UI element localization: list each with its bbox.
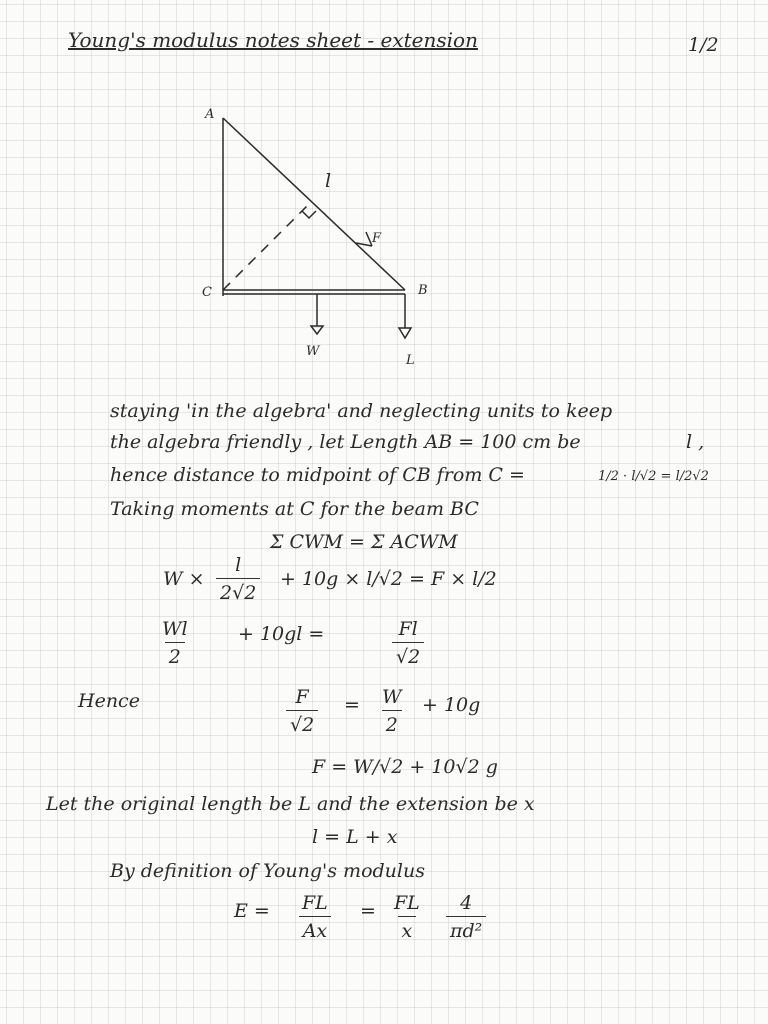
text-line-5: Let the original length be L and the extension be x	[46, 793, 535, 815]
eq1-numerator: l	[235, 554, 242, 576]
eq6-numerator-2: FL	[394, 892, 420, 914]
label-b: B	[418, 283, 428, 298]
eq6-e: E =	[234, 900, 270, 922]
eq2-numerator-2: Fl	[398, 618, 418, 640]
force-diagram	[0, 0, 768, 380]
force-f-arrow	[356, 232, 372, 246]
eq6-fraction-2	[390, 892, 424, 942]
label-f: F	[372, 231, 382, 246]
text-line-3: hence distance to midpoint of CB from C =	[110, 464, 525, 486]
eq3-tail: + 10g	[422, 694, 481, 716]
eq5: l = L + x	[312, 826, 398, 848]
eq6-numerator-1: FL	[302, 892, 328, 914]
label-w: W	[306, 344, 320, 359]
eq3-numerator-2: W	[382, 686, 402, 708]
eq2-denominator-2: √2	[392, 642, 424, 668]
eq1-denominator: 2√2	[216, 578, 260, 604]
eq6-denominator-2: x	[398, 916, 417, 942]
weight-w-arrowhead	[311, 326, 323, 334]
eq6-denominator-1: Ax	[299, 916, 331, 942]
eq2-fraction-2	[392, 618, 424, 668]
eq2-fraction-1	[158, 618, 192, 668]
hence-label: Hence	[78, 690, 140, 712]
eq6-numerator-3: 4	[460, 892, 473, 914]
eq6-denominator-3: πd²	[446, 916, 486, 942]
label-a: A	[205, 107, 215, 122]
eq3-fraction-1	[286, 686, 318, 736]
eq4: F = W/√2 + 10√2 g	[312, 756, 498, 778]
eq1-fraction	[216, 554, 260, 604]
text-line-6: By definition of Young's modulus	[110, 860, 425, 882]
page-number: 1/2	[688, 34, 719, 56]
load-l-arrowhead	[399, 328, 411, 338]
eq6-fraction-3	[446, 892, 486, 942]
eq6-equals: =	[360, 900, 376, 922]
eq2-denominator-1: 2	[165, 642, 185, 668]
eq2-middle: + 10gl =	[238, 623, 325, 645]
perpendicular-dashed	[223, 204, 309, 290]
eq3-denominator-1: √2	[286, 710, 318, 736]
text-line-3-expr: 1/2 · l/√2 = l/2√2	[598, 469, 709, 484]
moments-equation: Σ CWM = Σ ACWM	[270, 531, 458, 553]
eq2-numerator-1: Wl	[162, 618, 188, 640]
eq1-right: + 10g × l/√2 = F × l/2	[280, 568, 497, 590]
right-angle-mark	[302, 211, 316, 218]
eq6-fraction-1	[298, 892, 332, 942]
page-title: Young's modulus notes sheet - extension	[68, 28, 478, 52]
text-line-1: staying 'in the algebra' and neglecting units to keep	[110, 400, 613, 422]
label-l: l	[325, 170, 332, 192]
label-c: C	[202, 285, 212, 300]
eq3-fraction-2	[378, 686, 406, 736]
text-line-2: the algebra friendly , let Length AB = 100 cm be	[110, 431, 581, 453]
label-load-l: L	[406, 353, 415, 368]
text-line-2-end: l ,	[686, 431, 705, 453]
text-line-4: Taking moments at C for the beam BC	[110, 498, 479, 520]
rope-ab	[223, 118, 405, 290]
eq1-left: W ×	[163, 568, 205, 590]
eq3-denominator-2: 2	[382, 710, 402, 736]
eq3-numerator-1: F	[295, 686, 309, 708]
eq3-equals: =	[344, 694, 360, 716]
